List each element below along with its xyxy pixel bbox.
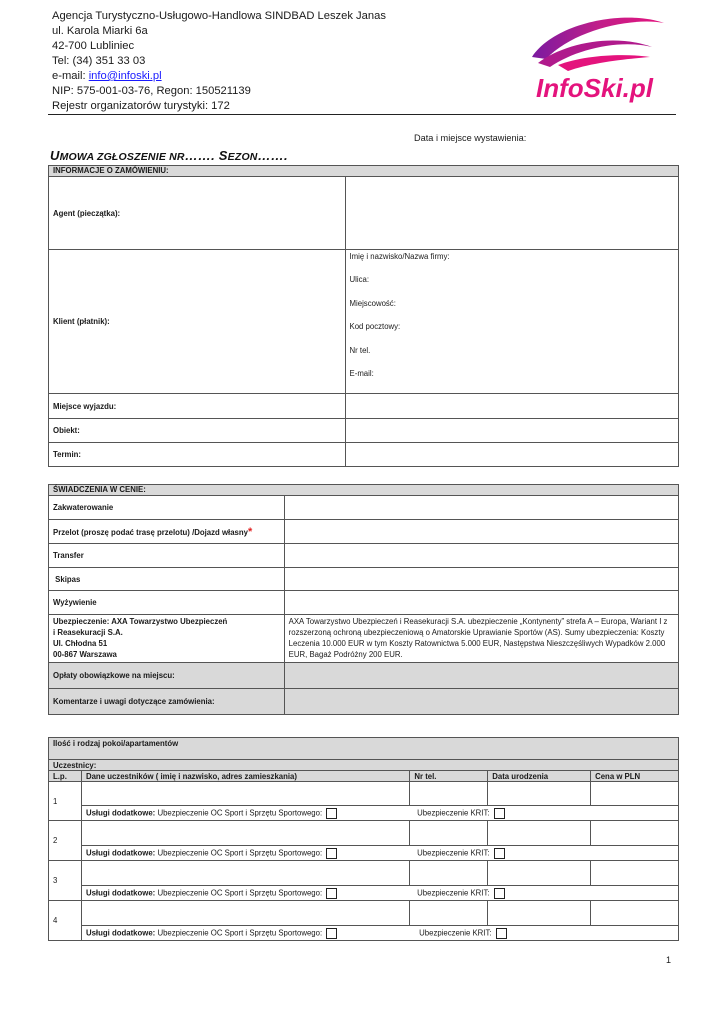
phone-field[interactable] (410, 861, 488, 886)
krit-checkbox[interactable] (496, 928, 507, 939)
company-info (52, 9, 386, 114)
client-email-label: E-mail: (349, 368, 374, 378)
comments-label: Komentarze i uwagi dotyczące zamówienia: (49, 689, 285, 715)
rooms-header: Ilość i rodzaj pokoi/apartamentów (49, 738, 679, 760)
fees-field[interactable] (284, 663, 678, 689)
order-info-header: INFORMACJE O ZAMÓWIENIU: (49, 166, 679, 177)
order-info-table (48, 165, 679, 467)
birthdate-field[interactable] (488, 901, 591, 926)
transfer-label: Transfer (49, 544, 285, 568)
row-number: 1 (49, 782, 82, 821)
departure-field[interactable] (345, 394, 678, 419)
col-birthdate: Data urodzenia (488, 771, 591, 782)
birthdate-field[interactable] (488, 782, 591, 806)
col-phone: Nr tel. (410, 771, 488, 782)
transfer-field[interactable] (284, 544, 678, 568)
comments-field[interactable] (284, 689, 678, 715)
client-city-label: Miejscowość: (349, 298, 396, 308)
company-street: ul. Karola Miarki 6a (52, 25, 148, 37)
participant-field[interactable] (81, 821, 409, 846)
client-street-label: Ulica: (349, 275, 370, 285)
page-number: 1 (666, 955, 672, 965)
company-nip: NIP: 575-001-03-76, Regon: 150521139 (52, 85, 251, 97)
accommodation-label: Zakwaterowanie (49, 496, 285, 520)
row-number: 4 (49, 901, 82, 941)
company-name: Agencja Turystyczno-Usługowo-Handlowa SINDBAD Leszek Janas (52, 10, 386, 22)
client-field[interactable] (345, 250, 678, 394)
issue-date-label: Data i miejsce wystawienia: (414, 133, 527, 143)
extras-row: Usługi dodatkowe: Ubezpieczenie OC Sport i Sprzętu Sportowego: Ubezpieczenie KRIT: (81, 806, 678, 821)
row-number: 2 (49, 821, 82, 861)
price-field[interactable] (591, 861, 679, 886)
object-field[interactable] (345, 419, 678, 443)
krit-checkbox[interactable] (494, 808, 505, 819)
header-divider (48, 114, 676, 115)
extras-row: Usługi dodatkowe: Ubezpieczenie OC Sport i Sprzętu Sportowego: Ubezpieczenie KRIT: (81, 886, 678, 901)
price-field[interactable] (591, 821, 679, 846)
services-table (48, 484, 679, 715)
flight-label: Przelot (proszę podać trasę przelotu) /Dojazd własny* (49, 520, 285, 544)
krit-checkbox[interactable] (494, 848, 505, 859)
food-label: Wyżywienie (49, 591, 285, 615)
participant-field[interactable] (81, 901, 409, 926)
birthdate-field[interactable] (488, 861, 591, 886)
birthdate-field[interactable] (488, 821, 591, 846)
skipass-field[interactable] (284, 568, 678, 591)
flight-field[interactable] (284, 520, 678, 544)
price-field[interactable] (591, 901, 679, 926)
food-field[interactable] (284, 591, 678, 615)
krit-checkbox[interactable] (494, 888, 505, 899)
oc-checkbox[interactable] (326, 888, 337, 899)
participant-field[interactable] (81, 861, 409, 886)
participants-table (48, 737, 679, 941)
services-header: ŚWIADCZENIA W CENIE: (49, 485, 679, 496)
email-link[interactable]: info@infoski.pl (88, 70, 162, 82)
insurance-label: Ubezpieczenie: AXA Towarzystwo Ubezpieczeń i Reasekuracji S.A. Ul. Chłodna 51 00-867 Warszawa (49, 615, 285, 663)
oc-checkbox[interactable] (326, 808, 337, 819)
infoski-logo (524, 13, 676, 105)
oc-checkbox[interactable] (326, 928, 337, 939)
oc-checkbox[interactable] (326, 848, 337, 859)
agent-field[interactable] (345, 177, 678, 250)
participants-header: Uczestnicy: (49, 760, 679, 771)
required-star: * (247, 525, 253, 538)
accommodation-field[interactable] (284, 496, 678, 520)
phone-field[interactable] (410, 821, 488, 846)
row-number: 3 (49, 861, 82, 901)
insurance-text: AXA Towarzystwo Ubezpieczeń i Reasekuracji S.A. ubezpieczenie „Kontynenty” strefa A – Europa, Wariant I z rozszerzoną ochroną ubezpieczeniową o Amatorskie Uprawianie Sportów (AS). Sumy ubezpieczenia: Koszty Leczenia 10.000 EUR w tym Koszty Ratownictwa 5.000 EUR, Następstwa Nieszczęśliwych Wypadków 2.000 EUR, Bagaż Podróżny 200 EUR. (284, 615, 678, 663)
price-field[interactable] (591, 782, 679, 806)
term-field[interactable] (345, 443, 678, 467)
contract-title: UMOWA ZGŁOSZENIE NR……. SEZON……. (50, 148, 288, 163)
object-label: Obiekt: (49, 419, 346, 443)
participant-field[interactable] (81, 782, 409, 806)
client-name-label: Imię i nazwisko/Nazwa firmy: (349, 252, 450, 261)
extras-row: Usługi dodatkowe: Ubezpieczenie OC Sport i Sprzętu Sportowego: Ubezpieczenie KRIT: (81, 926, 678, 941)
term-label: Termin: (49, 443, 346, 467)
client-phone-label: Nr tel. (349, 345, 371, 355)
fees-label: Opłaty obowiązkowe na miejscu: (49, 663, 285, 689)
agent-label: Agent (pieczątka): (49, 177, 346, 250)
skipass-label: Skipas (49, 568, 285, 591)
client-label: Klient (płatnik): (49, 250, 346, 394)
col-price: Cena w PLN (591, 771, 679, 782)
company-city: 42-700 Lubliniec (52, 40, 135, 52)
client-postcode-label: Kod pocztowy: (349, 322, 401, 332)
phone-field[interactable] (410, 901, 488, 926)
svg-text:InfoSki.pl: InfoSki.pl (536, 73, 653, 103)
extras-row: Usługi dodatkowe: Ubezpieczenie OC Sport i Sprzętu Sportowego: Ubezpieczenie KRIT: (81, 846, 678, 861)
company-registry: Rejestr organizatorów turystyki: 172 (52, 100, 230, 112)
col-participant: Dane uczestników ( imię i nazwisko, adres zamieszkania) (81, 771, 409, 782)
phone-field[interactable] (410, 782, 488, 806)
departure-label: Miejsce wyjazdu: (49, 394, 346, 419)
col-lp: L.p. (49, 771, 82, 782)
company-email-line: e-mail: info@infoski.pl (52, 70, 162, 82)
company-phone: Tel: (34) 351 33 03 (52, 55, 146, 67)
